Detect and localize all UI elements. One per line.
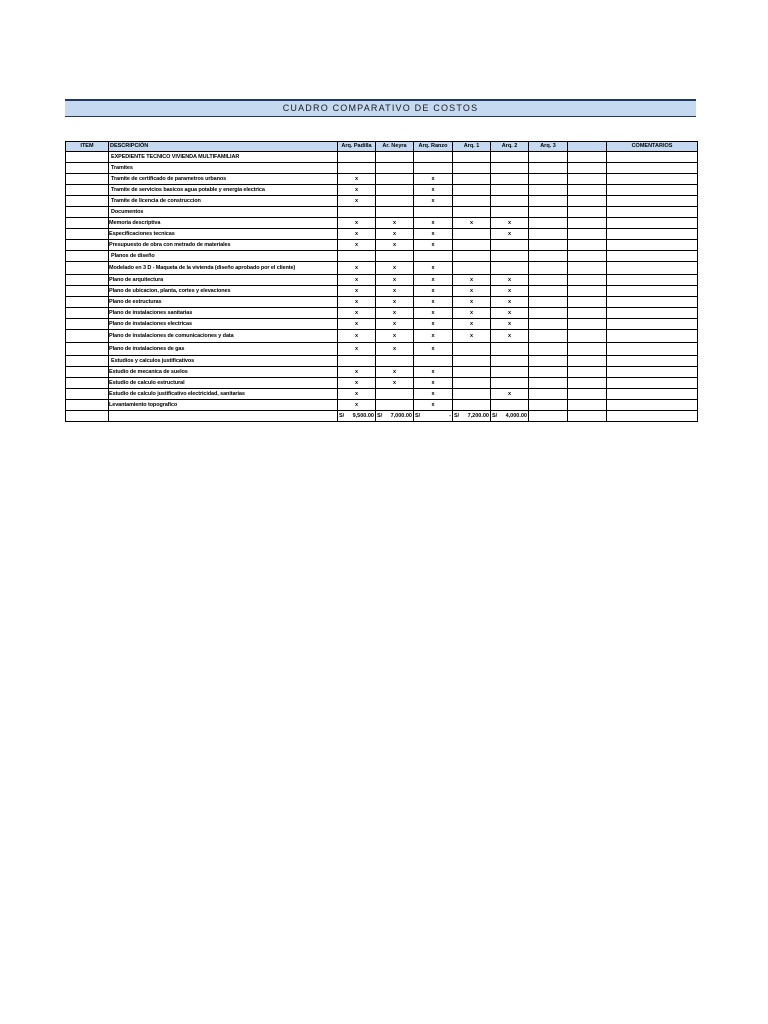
mark-cell: x [414, 389, 453, 400]
mark-cell [529, 389, 568, 400]
mark-cell: x [491, 286, 529, 297]
mark-cell [453, 174, 491, 185]
mark-cell [414, 251, 453, 262]
mark-cell [376, 400, 414, 411]
total-amount: 7,200.00 [467, 413, 489, 419]
mark-cell [568, 152, 607, 163]
currency-prefix: S/ [377, 413, 383, 419]
header-arq-padilla: Arq. Padilla [338, 142, 376, 152]
total-cell [607, 411, 698, 422]
mark-cell [414, 152, 453, 163]
comment-cell [607, 251, 698, 262]
mark-cell [491, 400, 529, 411]
item-cell [66, 174, 109, 185]
mark-cell [491, 240, 529, 251]
item-cell [66, 343, 109, 356]
mark-cell: x [414, 174, 453, 185]
mark-cell [568, 367, 607, 378]
total-cell [414, 411, 453, 422]
mark-cell [568, 229, 607, 240]
description-cell: Plano de instalaciones sanitarias [109, 308, 338, 319]
table-row [66, 229, 698, 240]
item-cell [66, 229, 109, 240]
mark-cell [568, 343, 607, 356]
mark-cell [529, 174, 568, 185]
mark-cell: x [338, 297, 376, 308]
item-cell [66, 389, 109, 400]
comment-cell [607, 229, 698, 240]
comment-cell [607, 330, 698, 343]
table-row [66, 308, 698, 319]
mark-cell [529, 343, 568, 356]
mark-cell: x [414, 308, 453, 319]
total-cell [491, 411, 529, 422]
mark-cell: x [414, 297, 453, 308]
table-row [66, 330, 698, 343]
mark-cell [568, 330, 607, 343]
mark-cell [491, 185, 529, 196]
mark-cell [529, 251, 568, 262]
header-row [66, 142, 698, 152]
mark-cell: x [338, 262, 376, 275]
description-cell: Tramites [109, 163, 338, 174]
mark-cell: x [414, 240, 453, 251]
comment-cell [607, 367, 698, 378]
mark-cell [568, 251, 607, 262]
item-cell [66, 240, 109, 251]
mark-cell: x [338, 275, 376, 286]
comment-cell [607, 185, 698, 196]
mark-cell: x [338, 218, 376, 229]
mark-cell [568, 378, 607, 389]
mark-cell: x [414, 275, 453, 286]
header-arq-1: Arq. 1 [453, 142, 491, 152]
mark-cell [491, 163, 529, 174]
item-cell [66, 308, 109, 319]
mark-cell [529, 356, 568, 367]
comment-cell [607, 319, 698, 330]
description-cell: Tramite de licencia de construccion [109, 196, 338, 207]
comment-cell [607, 308, 698, 319]
mark-cell [453, 207, 491, 218]
mark-cell: x [376, 218, 414, 229]
mark-cell [529, 319, 568, 330]
mark-cell [491, 378, 529, 389]
comment-cell [607, 207, 698, 218]
comment-cell [607, 286, 698, 297]
mark-cell: x [453, 308, 491, 319]
mark-cell [338, 152, 376, 163]
comment-cell [607, 262, 698, 275]
mark-cell: x [338, 229, 376, 240]
mark-cell [529, 400, 568, 411]
mark-cell [414, 356, 453, 367]
mark-cell [453, 262, 491, 275]
mark-cell [491, 343, 529, 356]
mark-cell [491, 367, 529, 378]
mark-cell [414, 163, 453, 174]
item-cell [66, 378, 109, 389]
comment-cell [607, 356, 698, 367]
mark-cell [491, 196, 529, 207]
comment-cell [607, 163, 698, 174]
mark-cell: x [491, 297, 529, 308]
mark-cell: x [453, 297, 491, 308]
description-cell [109, 411, 338, 422]
mark-cell: x [414, 319, 453, 330]
currency-prefix: S/ [339, 413, 345, 419]
table-row [66, 152, 698, 163]
comment-cell [607, 378, 698, 389]
currency-prefix: S/ [415, 413, 421, 419]
mark-cell: x [338, 308, 376, 319]
mark-cell [453, 163, 491, 174]
mark-cell: x [376, 229, 414, 240]
mark-cell [529, 367, 568, 378]
mark-cell: x [376, 319, 414, 330]
mark-cell [568, 286, 607, 297]
item-cell [66, 262, 109, 275]
table-row [66, 389, 698, 400]
description-cell: Presupuesto de obra con metrado de materiales [109, 240, 338, 251]
mark-cell [568, 356, 607, 367]
item-cell [66, 367, 109, 378]
currency-prefix: S/ [492, 413, 498, 419]
mark-cell [376, 185, 414, 196]
header-ar-neyra: Ar. Neyra [376, 142, 414, 152]
table-row [66, 378, 698, 389]
item-cell [66, 275, 109, 286]
description-cell: Modelado en 3 D - Maqueta de la vivienda (diseño aprobado por el cliente) [109, 262, 338, 275]
mark-cell [529, 196, 568, 207]
item-cell [66, 330, 109, 343]
description-cell: Plano de instalaciones de gas [109, 343, 338, 356]
mark-cell [453, 400, 491, 411]
mark-cell [529, 275, 568, 286]
mark-cell [453, 251, 491, 262]
description-cell: Tramite de servicios basicos agua potable y energia electrica [109, 185, 338, 196]
description-cell: Estudio de mecanica de suelos [109, 367, 338, 378]
mark-cell: x [376, 262, 414, 275]
mark-cell: x [376, 343, 414, 356]
mark-cell [529, 378, 568, 389]
mark-cell: x [414, 196, 453, 207]
mark-cell: x [414, 286, 453, 297]
mark-cell [529, 229, 568, 240]
mark-cell [529, 218, 568, 229]
description-cell: Plano de instalaciones de comunicaciones y data [109, 330, 338, 343]
item-cell [66, 286, 109, 297]
total-amount: 7,000.00 [390, 413, 412, 419]
mark-cell [529, 152, 568, 163]
comment-cell [607, 240, 698, 251]
item-cell [66, 218, 109, 229]
mark-cell [453, 378, 491, 389]
table-row [66, 275, 698, 286]
description-cell: Especificaciones tecnicas [109, 229, 338, 240]
mark-cell [568, 262, 607, 275]
mark-cell [453, 152, 491, 163]
comment-cell [607, 297, 698, 308]
header-comentarios: COMENTARIOS [607, 142, 698, 152]
mark-cell: x [338, 367, 376, 378]
mark-cell [453, 389, 491, 400]
table-row [66, 185, 698, 196]
mark-cell [376, 251, 414, 262]
mark-cell: x [414, 400, 453, 411]
mark-cell [491, 356, 529, 367]
mark-cell: x [338, 330, 376, 343]
comment-cell [607, 275, 698, 286]
item-cell [66, 185, 109, 196]
mark-cell: x [453, 286, 491, 297]
total-cell [529, 411, 568, 422]
comment-cell [607, 389, 698, 400]
mark-cell [491, 207, 529, 218]
currency-prefix: S/ [454, 413, 460, 419]
mark-cell: x [453, 218, 491, 229]
mark-cell: x [414, 229, 453, 240]
mark-cell [568, 240, 607, 251]
mark-cell: x [453, 319, 491, 330]
table-row [66, 240, 698, 251]
mark-cell: x [376, 378, 414, 389]
mark-cell [338, 207, 376, 218]
mark-cell [529, 297, 568, 308]
description-cell: EXPEDIENTE TECNICO VIVIENDA MULTIFAMILIAR [109, 152, 338, 163]
table-row [66, 174, 698, 185]
description-cell: Estudio de calculo justificativo electricidad, sanitarias [109, 389, 338, 400]
item-cell [66, 319, 109, 330]
table-row [66, 367, 698, 378]
table-row [66, 343, 698, 356]
mark-cell [568, 308, 607, 319]
totals-row [66, 411, 698, 422]
mark-cell [568, 185, 607, 196]
description-cell: Plano de ubicacion, planta, cortes y elevaciones [109, 286, 338, 297]
mark-cell: x [338, 343, 376, 356]
header-arq-2: Arq. 2 [491, 142, 529, 152]
mark-cell [376, 356, 414, 367]
comment-cell [607, 196, 698, 207]
mark-cell [491, 262, 529, 275]
description-cell: Estudio de calculo estructural [109, 378, 338, 389]
mark-cell: x [453, 275, 491, 286]
total-amount: - [449, 413, 451, 419]
total-amount: 9,500.00 [352, 413, 374, 419]
table-row [66, 196, 698, 207]
mark-cell [491, 152, 529, 163]
mark-cell [529, 163, 568, 174]
description-cell: Levantamiento topografico [109, 400, 338, 411]
item-cell [66, 152, 109, 163]
mark-cell: x [491, 389, 529, 400]
mark-cell [453, 185, 491, 196]
table-row [66, 218, 698, 229]
table-row [66, 251, 698, 262]
header-arq-ranzo: Arq. Ranzo [414, 142, 453, 152]
mark-cell: x [414, 185, 453, 196]
description-cell: Plano de instalaciones electricas [109, 319, 338, 330]
item-cell [66, 196, 109, 207]
mark-cell: x [414, 378, 453, 389]
table-row [66, 319, 698, 330]
description-cell: Plano de estructuras [109, 297, 338, 308]
mark-cell: x [338, 378, 376, 389]
mark-cell: x [376, 367, 414, 378]
mark-cell [568, 196, 607, 207]
mark-cell [529, 286, 568, 297]
mark-cell: x [338, 389, 376, 400]
mark-cell [338, 251, 376, 262]
mark-cell [568, 297, 607, 308]
mark-cell [568, 275, 607, 286]
mark-cell: x [376, 330, 414, 343]
mark-cell: x [376, 275, 414, 286]
mark-cell [376, 207, 414, 218]
mark-cell [568, 163, 607, 174]
mark-cell [568, 319, 607, 330]
item-cell [66, 251, 109, 262]
mark-cell [453, 356, 491, 367]
mark-cell [568, 389, 607, 400]
mark-cell [453, 367, 491, 378]
table-row [66, 400, 698, 411]
item-cell [66, 163, 109, 174]
total-cell [453, 411, 491, 422]
total-cell [338, 411, 376, 422]
mark-cell [529, 308, 568, 319]
item-cell [66, 411, 109, 422]
item-cell [66, 356, 109, 367]
cost-comparison-table [65, 141, 698, 422]
mark-cell [529, 240, 568, 251]
mark-cell [568, 174, 607, 185]
description-cell: Estudios y calculos justificativos [109, 356, 338, 367]
mark-cell: x [414, 218, 453, 229]
mark-cell [529, 330, 568, 343]
mark-cell: x [453, 330, 491, 343]
mark-cell: x [414, 367, 453, 378]
mark-cell: x [491, 218, 529, 229]
mark-cell: x [376, 297, 414, 308]
description-cell: Tramite de certificado de parametros urbanos [109, 174, 338, 185]
comment-cell [607, 343, 698, 356]
mark-cell [376, 389, 414, 400]
mark-cell: x [338, 196, 376, 207]
mark-cell [491, 251, 529, 262]
header-item: ITEM [66, 142, 109, 152]
header-description: DESCRIPCIÓN [109, 142, 338, 152]
mark-cell [414, 207, 453, 218]
mark-cell: x [414, 330, 453, 343]
description-cell: Planos de diseño [109, 251, 338, 262]
mark-cell: x [491, 275, 529, 286]
table-row [66, 297, 698, 308]
mark-cell [453, 196, 491, 207]
header-blank [568, 142, 607, 152]
mark-cell [453, 240, 491, 251]
comment-cell [607, 400, 698, 411]
mark-cell: x [414, 343, 453, 356]
mark-cell [529, 262, 568, 275]
item-cell [66, 400, 109, 411]
table-row [66, 262, 698, 275]
page-title: CUADRO COMPARATIVO DE COSTOS [65, 99, 696, 117]
mark-cell [338, 356, 376, 367]
mark-cell [376, 174, 414, 185]
mark-cell [568, 218, 607, 229]
item-cell [66, 297, 109, 308]
mark-cell [529, 185, 568, 196]
mark-cell: x [491, 330, 529, 343]
mark-cell: x [491, 308, 529, 319]
mark-cell: x [376, 240, 414, 251]
table-row [66, 356, 698, 367]
description-cell: Memoria descriptiva [109, 218, 338, 229]
mark-cell [529, 207, 568, 218]
mark-cell: x [376, 286, 414, 297]
total-cell [376, 411, 414, 422]
comment-cell [607, 152, 698, 163]
header-arq-3: Arq. 3 [529, 142, 568, 152]
comment-cell [607, 218, 698, 229]
total-cell [568, 411, 607, 422]
mark-cell: x [338, 174, 376, 185]
mark-cell: x [376, 308, 414, 319]
mark-cell [376, 152, 414, 163]
mark-cell [453, 343, 491, 356]
comment-cell [607, 174, 698, 185]
mark-cell [568, 207, 607, 218]
mark-cell: x [338, 240, 376, 251]
mark-cell [453, 229, 491, 240]
description-cell: Plano de arquitectura [109, 275, 338, 286]
total-amount: 4,000.00 [505, 413, 527, 419]
item-cell [66, 207, 109, 218]
table-row [66, 286, 698, 297]
mark-cell [568, 400, 607, 411]
mark-cell: x [338, 400, 376, 411]
mark-cell [491, 174, 529, 185]
mark-cell: x [491, 319, 529, 330]
mark-cell: x [338, 286, 376, 297]
mark-cell: x [491, 229, 529, 240]
table-row [66, 207, 698, 218]
mark-cell [376, 163, 414, 174]
table-row [66, 163, 698, 174]
mark-cell [376, 196, 414, 207]
mark-cell: x [338, 319, 376, 330]
mark-cell: x [414, 262, 453, 275]
mark-cell: x [338, 185, 376, 196]
description-cell: Documentos [109, 207, 338, 218]
mark-cell [338, 163, 376, 174]
